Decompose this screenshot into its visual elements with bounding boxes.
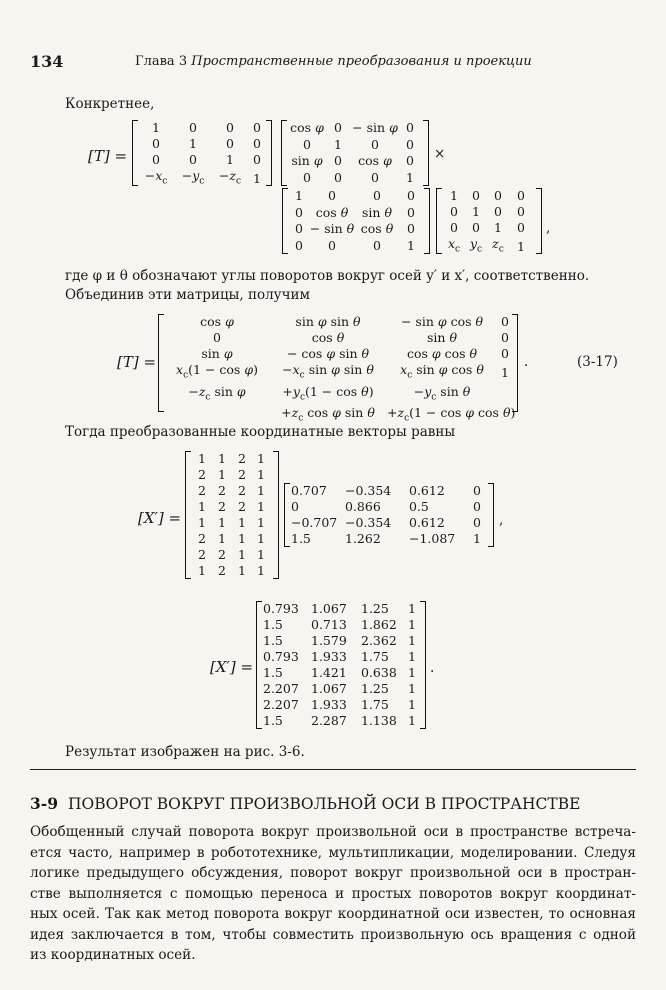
translate-cell-r4-c4: 1 [253, 170, 261, 186]
numeric-transform-matrix [284, 483, 494, 547]
angle-description: где φ и θ обозначают углы поворотов вокруг осей y′ и x′, соответственно. [65, 268, 590, 284]
T_num-cell-r2-c2: 0.866 [345, 499, 381, 514]
T-label: [T] = [88, 147, 128, 165]
translate-cell-r4-c3: $-z_c$ [218, 168, 242, 187]
equation-number: (3-17) [577, 354, 618, 370]
X_result-cell-r1-c3: 1.25 [361, 601, 389, 616]
period-1: . [524, 354, 529, 370]
T_num-cell-r4-c3: −1.087 [409, 531, 456, 546]
combined-cell-r1-c3: − sin φ cos θ [400, 314, 484, 329]
paragraph-line: из координатных осей. [30, 947, 196, 963]
X_result-cell-r6-c3: 1.25 [361, 681, 389, 696]
X-cell-r5-c1: 1 [198, 515, 206, 530]
combined-cell-r1-c2: sin φ sin θ [295, 314, 361, 329]
translate_back-cell-r4-c3: $z_c$ [492, 236, 504, 255]
rot_x-cell-r2-c1: 0 [295, 204, 303, 220]
combined-cell-r2-c4: 0 [501, 330, 509, 345]
coordinate-matrix-X [185, 451, 279, 579]
T-combined-label: [T] = [117, 353, 157, 371]
rot_y-cell-r2-c4: 0 [406, 136, 414, 152]
X_result-cell-r8-c2: 2.287 [311, 713, 347, 728]
X_result-cell-r8-c1: 1.5 [263, 713, 283, 728]
X-cell-r1-c2: 1 [218, 451, 226, 466]
rot_y-cell-r3-c1: sin φ [291, 153, 323, 169]
X-cell-r8-c1: 1 [198, 563, 206, 578]
X_result-cell-r5-c4: 1 [408, 665, 416, 680]
X_result-cell-r3-c2: 1.579 [311, 633, 347, 648]
X-cell-r3-c4: 1 [257, 483, 265, 498]
translate_back-cell-r4-c1: $x_c$ [447, 236, 461, 255]
X-cell-r7-c1: 2 [198, 547, 206, 562]
rot_x-cell-r4-c2: 0 [328, 237, 336, 253]
X_result-cell-r1-c1: 0.793 [263, 601, 299, 616]
X-cell-r7-c2: 2 [218, 547, 226, 562]
translate_back-cell-r4-c2: $y_c$ [469, 236, 483, 255]
rot_y-cell-r1-c4: 0 [406, 120, 414, 136]
translate-cell-r1-c1: 1 [152, 120, 160, 135]
X-cell-r3-c3: 2 [238, 483, 246, 498]
T_num-cell-r2-c3: 0.5 [409, 499, 429, 514]
T_num-cell-r2-c4: 0 [473, 499, 481, 514]
X-cell-r4-c3: 2 [238, 499, 246, 514]
translate_back-cell-r2-c1: 0 [450, 204, 458, 219]
X_result-cell-r7-c4: 1 [408, 697, 416, 712]
X_result-cell-r5-c1: 1.5 [263, 665, 283, 680]
X-cell-r3-c2: 2 [218, 483, 226, 498]
X_result-cell-r8-c4: 1 [408, 713, 416, 728]
paragraph-line: Обобщенный случай поворота вокруг произвольной оси в пространстве встреча- [30, 824, 636, 840]
translate-cell-r4-c2: $-y_c$ [181, 168, 205, 187]
paragraph-line: ется часто, например в робототехнике, мультипликации, моделировании. Следуя [30, 844, 636, 861]
X_result-cell-r3-c3: 2.362 [361, 633, 397, 648]
X_result-cell-r2-c4: 1 [408, 617, 416, 632]
section-title: ПОВОРОТ ВОКРУГ ПРОИЗВОЛЬНОЙ ОСИ В ПРОСТРАНСТВЕ [68, 795, 581, 813]
combined-cell-r1-c4: 0 [501, 314, 509, 329]
combined-cell-r3-c1: sin φ [201, 346, 233, 361]
rot_x-cell-r1-c1: 1 [295, 188, 303, 204]
rot_x-cell-r2-c4: 0 [407, 204, 415, 220]
X_result-cell-r4-c3: 1.75 [361, 649, 389, 664]
combine-text: Объединив эти матрицы, получим [65, 287, 311, 303]
X-cell-r5-c4: 1 [257, 515, 265, 530]
rot_y-cell-r4-c2: 0 [334, 169, 342, 185]
translate-cell-r2-c1: 0 [152, 136, 160, 151]
combined-cell-r1-c1: cos φ [200, 314, 234, 329]
translate-cell-r3-c4: 0 [253, 152, 261, 167]
rot_x-cell-r1-c3: 0 [373, 188, 381, 204]
translate_back-cell-r2-c2: 1 [472, 204, 480, 219]
combined-cell-r4-c2: $-x_c$ sin φ sin θ [282, 362, 374, 381]
X_result-cell-r7-c2: 1.933 [311, 697, 347, 712]
result-text: Результат изображен на рис. 3-6. [65, 744, 305, 760]
intro-text: Конкретнее, [65, 96, 155, 112]
T_num-cell-r4-c1: 1.5 [291, 531, 311, 546]
T_num-cell-r1-c3: 0.612 [409, 483, 445, 498]
translate_back-cell-r4-c4: 1 [517, 238, 525, 254]
X-cell-r4-c1: 1 [198, 499, 206, 514]
rot_y-cell-r3-c3: cos φ [358, 153, 392, 169]
translate-cell-r3-c2: 0 [189, 152, 197, 167]
translate-cell-r2-c2: 1 [189, 136, 197, 151]
X_result-cell-r6-c1: 2.207 [263, 681, 299, 696]
paragraph-line: логике предыдущего обсуждения, поворот вокруг произвольной оси в простран- [30, 865, 636, 881]
T_num-cell-r4-c2: 1.262 [345, 531, 381, 546]
T_num-cell-r1-c4: 0 [473, 483, 481, 498]
X-cell-r2-c3: 2 [238, 467, 246, 482]
X-cell-r1-c4: 1 [257, 451, 265, 466]
translate_back-cell-r1-c3: 0 [494, 188, 502, 203]
comma-1: , [546, 220, 551, 236]
translate_back-cell-r1-c4: 0 [517, 188, 525, 203]
result-matrix-X-prime [256, 601, 426, 729]
translation-matrix [132, 120, 272, 186]
X-cell-r1-c1: 1 [198, 451, 206, 466]
combined-cell-r3-c4: 0 [501, 346, 509, 361]
translate_back-cell-r2-c3: 0 [494, 204, 502, 219]
X_result-cell-r5-c2: 1.421 [311, 665, 347, 680]
combined-cell-r6-c3: $+z_c(1 - \cos \varphi$ cos θ) [387, 405, 516, 424]
X_result-cell-r8-c3: 1.138 [361, 713, 397, 728]
rot_x-cell-r2-c2: cos θ [315, 204, 349, 220]
X-cell-r8-c3: 1 [238, 563, 246, 578]
T_num-cell-r2-c1: 0 [291, 499, 299, 514]
translate-cell-r2-c3: 0 [226, 136, 234, 151]
T_num-cell-r3-c3: 0.612 [409, 515, 445, 530]
translate_back-cell-r1-c1: 1 [450, 188, 458, 203]
X_result-cell-r3-c1: 1.5 [263, 633, 283, 648]
section-divider [30, 769, 636, 770]
X-cell-r3-c1: 2 [198, 483, 206, 498]
rot_x-cell-r3-c2: − sin θ [309, 221, 355, 237]
translate-cell-r2-c4: 0 [253, 136, 261, 151]
X_result-cell-r3-c4: 1 [408, 633, 416, 648]
X-cell-r4-c2: 2 [218, 499, 226, 514]
translate-cell-r3-c3: 1 [226, 152, 234, 167]
running-header [135, 54, 532, 69]
T_num-cell-r3-c2: −0.354 [345, 515, 392, 530]
rot_y-cell-r1-c2: 0 [334, 120, 342, 136]
transformed-intro: Тогда преобразованные координатные векторы равны [65, 424, 456, 440]
combined-cell-r2-c1: 0 [213, 330, 221, 345]
rot_x-cell-r4-c3: 0 [373, 237, 381, 253]
X-cell-r6-c1: 2 [198, 531, 206, 546]
combined-cell-r4-c4: 1 [501, 364, 509, 380]
combined-cell-r5-c3: $-y_c$ sin θ [413, 383, 471, 402]
T_num-cell-r3-c4: 0 [473, 515, 481, 530]
combined-cell-r2-c3: sin θ [427, 330, 457, 345]
translate-cell-r1-c4: 0 [253, 120, 261, 135]
X_result-cell-r2-c1: 1.5 [263, 617, 283, 632]
translate_back-cell-r3-c1: 0 [450, 220, 458, 235]
rotation-y-matrix [281, 120, 429, 186]
X_result-cell-r7-c3: 1.75 [361, 697, 389, 712]
X_result-cell-r1-c2: 1.067 [311, 601, 347, 616]
combined-cell-r2-c2: cos θ [311, 330, 345, 345]
X_result-cell-r5-c3: 0.638 [361, 665, 397, 680]
X-cell-r6-c4: 1 [257, 531, 265, 546]
page-number: 134 [30, 52, 64, 71]
X-cell-r8-c4: 1 [257, 563, 265, 578]
paragraph-line: ных осей. Так как метод поворота вокруг координатной оси известен, то основная [30, 906, 636, 922]
combined-cell-r3-c3: cos φ cos θ [406, 346, 478, 361]
rot_y-cell-r2-c2: 1 [334, 136, 342, 152]
X-cell-r1-c3: 2 [238, 451, 246, 466]
combined-cell-r6-c2: $+z_c$ cos φ sin θ [281, 405, 375, 424]
chapter-title: Пространственные преобразования и проекции [191, 54, 532, 69]
T_num-cell-r1-c2: −0.354 [345, 483, 392, 498]
rot_x-cell-r1-c4: 0 [407, 188, 415, 204]
translate-cell-r3-c1: 0 [152, 152, 160, 167]
translation-back-matrix [436, 188, 542, 254]
translate_back-cell-r1-c2: 0 [472, 188, 480, 203]
X_result-cell-r4-c1: 0.793 [263, 649, 299, 664]
combined-matrix [158, 314, 518, 424]
translate-cell-r1-c2: 0 [189, 120, 197, 135]
X-cell-r5-c2: 1 [218, 515, 226, 530]
X_result-cell-r4-c4: 1 [408, 649, 416, 664]
translate_back-cell-r3-c4: 0 [517, 220, 525, 235]
combined-cell-r4-c1: $x_c(1 - \cos \varphi)$ [176, 362, 258, 381]
section-number: 3-9 [30, 794, 59, 813]
X_result-cell-r2-c2: 0.713 [311, 617, 347, 632]
rot_y-cell-r2-c1: 0 [303, 136, 311, 152]
chapter-label: Глава 3 [135, 54, 188, 69]
combined-cell-r5-c2: $+y_c(1 - \cos \theta)$ [282, 383, 374, 402]
X-prime-label-1: [X′] = [138, 509, 182, 527]
X-cell-r6-c3: 1 [238, 531, 246, 546]
comma-2: , [499, 512, 504, 528]
T_num-cell-r3-c1: −0.707 [291, 515, 338, 530]
paragraph-line: стве выполняется с помощью переноса и простых поворотов вокруг координат- [30, 885, 636, 902]
X_result-cell-r6-c2: 1.067 [311, 681, 347, 696]
T_num-cell-r1-c1: 0.707 [291, 483, 327, 498]
X-prime-label-2: [X′] = [210, 658, 254, 676]
translate_back-cell-r2-c4: 0 [517, 204, 525, 219]
rot_x-cell-r2-c3: sin θ [362, 204, 392, 220]
T_num-cell-r4-c4: 1 [473, 531, 481, 546]
rot_x-cell-r3-c1: 0 [295, 221, 303, 237]
rot_y-cell-r4-c3: 0 [371, 169, 379, 185]
rot_y-cell-r3-c4: 0 [406, 153, 414, 169]
translate-cell-r1-c3: 0 [226, 120, 234, 135]
rot_x-cell-r4-c1: 0 [295, 237, 303, 253]
rotation-x-matrix [282, 188, 430, 254]
rot_y-cell-r2-c3: 0 [371, 136, 379, 152]
times-sign: × [434, 146, 446, 162]
X-cell-r4-c4: 1 [257, 499, 265, 514]
X-cell-r2-c4: 1 [257, 467, 265, 482]
rot_x-cell-r1-c2: 0 [328, 188, 336, 204]
rot_x-cell-r3-c3: cos θ [360, 221, 394, 237]
X_result-cell-r6-c4: 1 [408, 681, 416, 696]
period-2: . [430, 660, 435, 676]
translate-cell-r4-c1: $-x_c$ [144, 168, 168, 187]
X_result-cell-r4-c2: 1.933 [311, 649, 347, 664]
X-cell-r6-c2: 1 [218, 531, 226, 546]
rot_y-cell-r1-c3: − sin φ [352, 120, 398, 136]
section-paragraph [30, 822, 636, 966]
rot_y-cell-r1-c1: cos φ [290, 120, 324, 136]
rot_y-cell-r4-c1: 0 [303, 169, 311, 185]
rot_x-cell-r4-c4: 1 [407, 237, 415, 253]
rot_y-cell-r3-c2: 0 [334, 153, 342, 169]
X-cell-r5-c3: 1 [238, 515, 246, 530]
X_result-cell-r7-c1: 2.207 [263, 697, 299, 712]
X-cell-r7-c3: 1 [238, 547, 246, 562]
X-cell-r7-c4: 1 [257, 547, 265, 562]
combined-cell-r4-c3: $x_c$ sin φ cos θ [400, 362, 484, 381]
combined-cell-r3-c2: − cos φ sin θ [286, 346, 370, 361]
X_result-cell-r2-c3: 1.862 [361, 617, 397, 632]
X-cell-r2-c2: 1 [218, 467, 226, 482]
X_result-cell-r1-c4: 1 [408, 601, 416, 616]
translate_back-cell-r3-c2: 0 [472, 220, 480, 235]
X-cell-r2-c1: 2 [198, 467, 206, 482]
section-heading [30, 794, 580, 813]
combined-cell-r5-c1: $-z_c$ sin φ [188, 383, 246, 402]
rot_y-cell-r4-c4: 1 [406, 169, 414, 185]
X-cell-r8-c2: 2 [218, 563, 226, 578]
translate_back-cell-r3-c3: 1 [494, 220, 502, 235]
rot_x-cell-r3-c4: 0 [407, 221, 415, 237]
paragraph-line: идея заключается в том, чтобы совместить произвольную ось вращения с одной [30, 926, 636, 943]
